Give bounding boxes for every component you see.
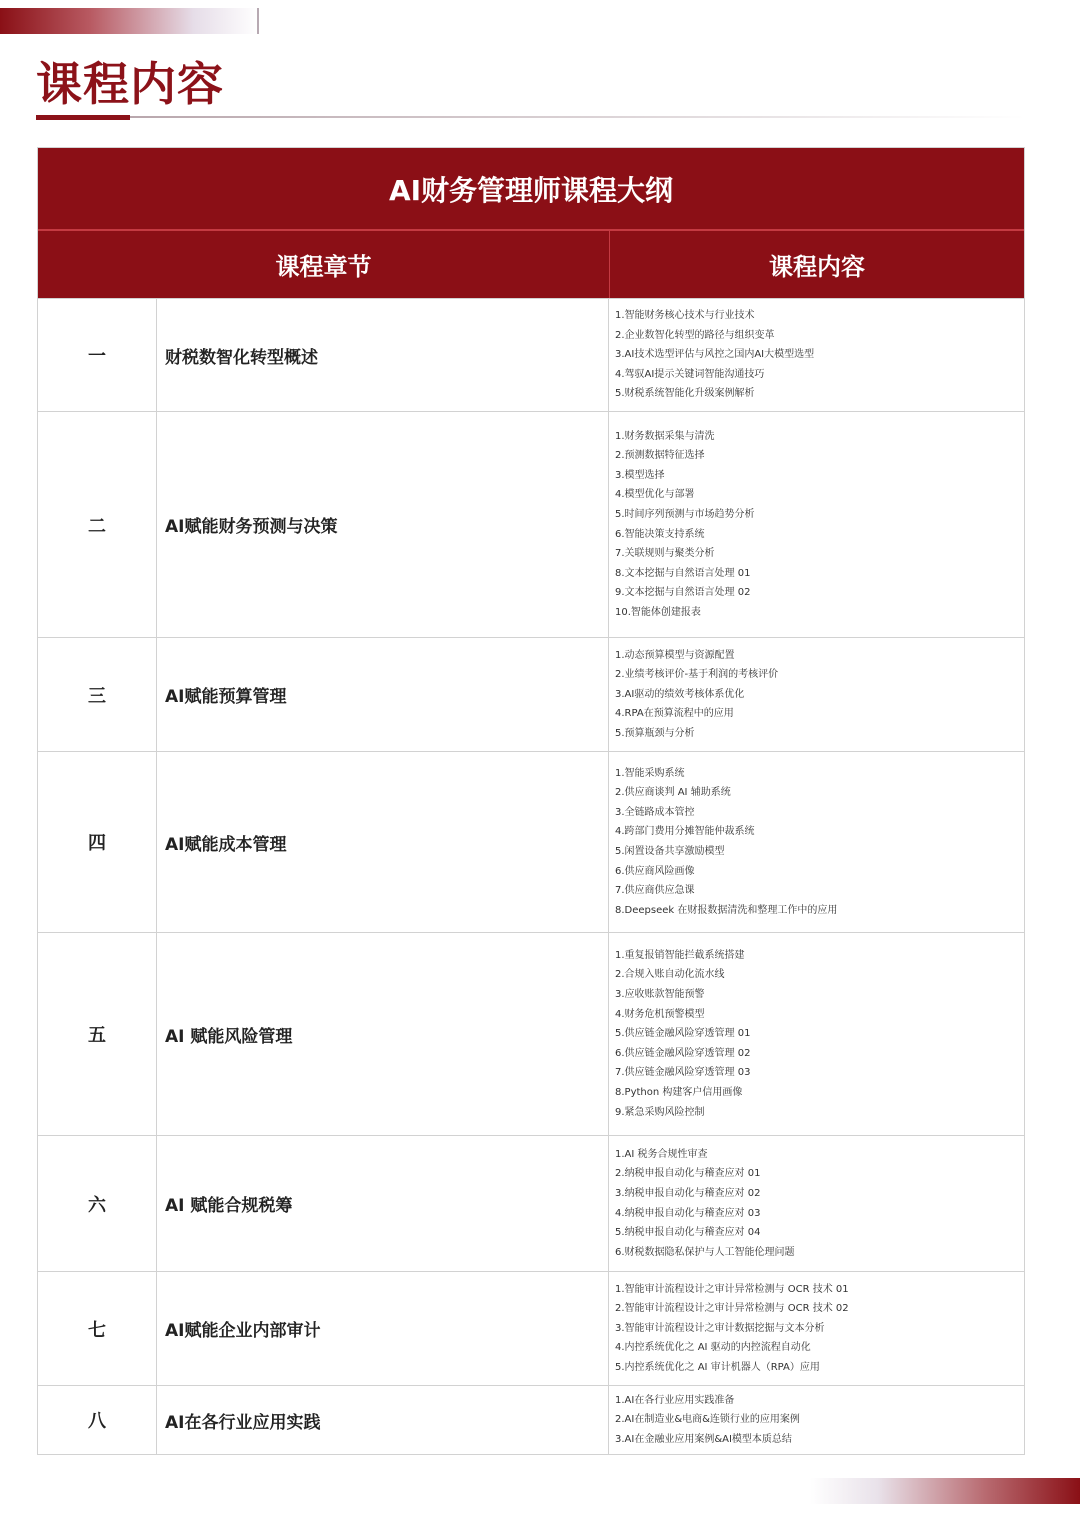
chapter-title: AI 赋能合规税筹 xyxy=(157,1136,609,1271)
top-decor-tick xyxy=(257,8,259,34)
content-item: 1.智能审计流程设计之审计异常检测与 OCR 技术 01 xyxy=(615,1283,849,1295)
content-item: 6.财税数据隐私保护与人工智能伦理问题 xyxy=(615,1246,795,1258)
table-row xyxy=(38,751,1024,932)
content-item: 9.紧急采购风险控制 xyxy=(615,1106,705,1118)
chapter-title: AI赋能财务预测与决策 xyxy=(157,412,609,637)
chapter-number: 一 xyxy=(38,299,157,411)
content-item: 8.文本挖掘与自然语言处理 01 xyxy=(615,567,751,579)
content-item: 1.动态预算模型与资源配置 xyxy=(615,649,735,661)
chapter-number: 七 xyxy=(38,1272,157,1385)
table-row xyxy=(38,411,1024,637)
table-row xyxy=(38,1135,1024,1271)
content-item: 5.闲置设备共享激励模型 xyxy=(615,846,725,857)
chapter-number: 四 xyxy=(38,752,157,932)
content-item: 3.AI在金融业应用案例&AI模型本质总结 xyxy=(615,1433,792,1445)
content-item: 2.业绩考核评价-基于利润的考核评价 xyxy=(615,669,779,681)
table-row xyxy=(38,932,1024,1135)
content-item: 5.时间序列预测与市场趋势分析 xyxy=(615,508,755,520)
content-item: 2.纳税申报自动化与稽查应对 01 xyxy=(615,1168,761,1180)
content-item: 7.关联规则与聚类分析 xyxy=(615,548,715,560)
content-item: 2.企业数智化转型的路径与组织变革 xyxy=(615,329,775,341)
header-chapter: 课程章节 xyxy=(38,231,610,298)
content-item: 2.供应商谈判 AI 辅助系统 xyxy=(615,787,731,799)
content-item: 3.智能审计流程设计之审计数据挖掘与文本分析 xyxy=(615,1322,825,1334)
chapter-content-list xyxy=(609,299,1024,411)
content-item: 10.智能体创建报表 xyxy=(615,606,701,618)
content-item: 5.预算瓶颈与分析 xyxy=(615,727,695,739)
table-header xyxy=(38,231,1024,298)
content-item: 1.财务数据采集与清洗 xyxy=(615,430,715,442)
top-decor-bar xyxy=(0,8,258,34)
chapter-title: AI在各行业应用实践 xyxy=(157,1386,609,1454)
table-row xyxy=(38,1271,1024,1385)
content-item: 4.内控系统优化之 AI 驱动的内控流程自动化 xyxy=(615,1342,811,1354)
content-item: 6.供应商风险画像 xyxy=(615,865,695,877)
chapter-number: 三 xyxy=(38,638,157,751)
chapter-title: AI赋能预算管理 xyxy=(157,638,609,751)
content-item: 7.供应商供应急课 xyxy=(615,885,695,897)
content-item: 9.文本挖掘与自然语言处理 02 xyxy=(615,587,751,599)
content-item: 4.纳税申报自动化与稽查应对 03 xyxy=(615,1207,761,1219)
chapter-content-list xyxy=(609,752,1024,932)
table-row xyxy=(38,298,1024,411)
chapter-number: 五 xyxy=(38,933,157,1135)
chapter-content-list xyxy=(609,412,1024,637)
table-row xyxy=(38,1385,1024,1454)
content-item: 3.纳税申报自动化与稽查应对 02 xyxy=(615,1187,761,1199)
content-item: 2.智能审计流程设计之审计异常检测与 OCR 技术 02 xyxy=(615,1303,849,1315)
content-item: 2.AI在制造业&电商&连锁行业的应用案例 xyxy=(615,1414,800,1426)
content-item: 3.全链路成本管控 xyxy=(615,806,695,818)
content-item: 3.应收账款智能预警 xyxy=(615,989,705,1001)
table-row xyxy=(38,637,1024,751)
table-title: AI财务管理师课程大纲 xyxy=(38,148,1024,231)
content-item: 5.内控系统优化之 AI 审计机器人（RPA）应用 xyxy=(615,1361,820,1373)
content-item: 3.AI驱动的绩效考核体系优化 xyxy=(615,688,745,700)
title-underline-accent xyxy=(36,115,130,120)
chapter-content-list xyxy=(609,1386,1024,1454)
content-item: 1.智能财务核心技术与行业技术 xyxy=(615,310,755,322)
chapter-number: 八 xyxy=(38,1386,157,1454)
content-item: 4.财务危机预警模型 xyxy=(615,1008,705,1020)
chapter-title: AI赋能成本管理 xyxy=(157,752,609,932)
chapter-content-list xyxy=(609,1272,1024,1385)
chapter-content-list xyxy=(609,933,1024,1135)
content-item: 8.Python 构建客户信用画像 xyxy=(615,1086,743,1098)
content-item: 2.预测数据特征选择 xyxy=(615,450,705,462)
chapter-number: 六 xyxy=(38,1136,157,1271)
title-underline xyxy=(130,116,1025,118)
content-item: 4.模型优化与部署 xyxy=(615,489,695,501)
content-item: 4.RPA在预算流程中的应用 xyxy=(615,708,734,720)
section-title: 课程内容 xyxy=(36,57,224,111)
content-item: 3.AI技术选型评估与风控之国内AI大模型选型 xyxy=(615,349,815,361)
content-item: 1.智能采购系统 xyxy=(615,767,685,779)
course-outline-table xyxy=(37,147,1025,1455)
content-item: 5.纳税申报自动化与稽查应对 04 xyxy=(615,1227,761,1239)
content-item: 2.合规入账自动化流水线 xyxy=(615,969,725,981)
content-item: 8.Deepseek 在财报数据清洗和整理工作中的应用 xyxy=(615,904,838,916)
chapter-number: 二 xyxy=(38,412,157,637)
chapter-title: 财税数智化转型概述 xyxy=(157,299,609,411)
chapter-content-list xyxy=(609,1136,1024,1271)
content-item: 3.模型选择 xyxy=(615,469,665,481)
content-item: 1.重复报销智能拦截系统搭建 xyxy=(615,949,745,961)
content-item: 5.供应链金融风险穿透管理 01 xyxy=(615,1028,751,1040)
content-item: 6.供应链金融风险穿透管理 02 xyxy=(615,1047,751,1059)
content-item: 4.驾驭AI提示关键词智能沟通技巧 xyxy=(615,368,765,380)
header-content: 课程内容 xyxy=(769,253,865,281)
content-item: 7.供应链金融风险穿透管理 03 xyxy=(615,1067,751,1079)
chapter-title: AI 赋能风险管理 xyxy=(157,933,609,1135)
content-item: 1.AI在各行业应用实践准备 xyxy=(615,1394,735,1406)
content-item: 1.AI 税务合规性审查 xyxy=(615,1148,708,1160)
content-item: 6.智能决策支持系统 xyxy=(615,528,705,540)
chapter-title: AI赋能企业内部审计 xyxy=(157,1272,609,1385)
content-item: 4.跨部门费用分摊智能仲裁系统 xyxy=(615,826,755,838)
chapter-content-list xyxy=(609,638,1024,751)
bottom-decor-bar xyxy=(810,1478,1080,1504)
table-body xyxy=(38,298,1024,1454)
content-item: 5.财税系统智能化升级案例解析 xyxy=(615,388,755,400)
